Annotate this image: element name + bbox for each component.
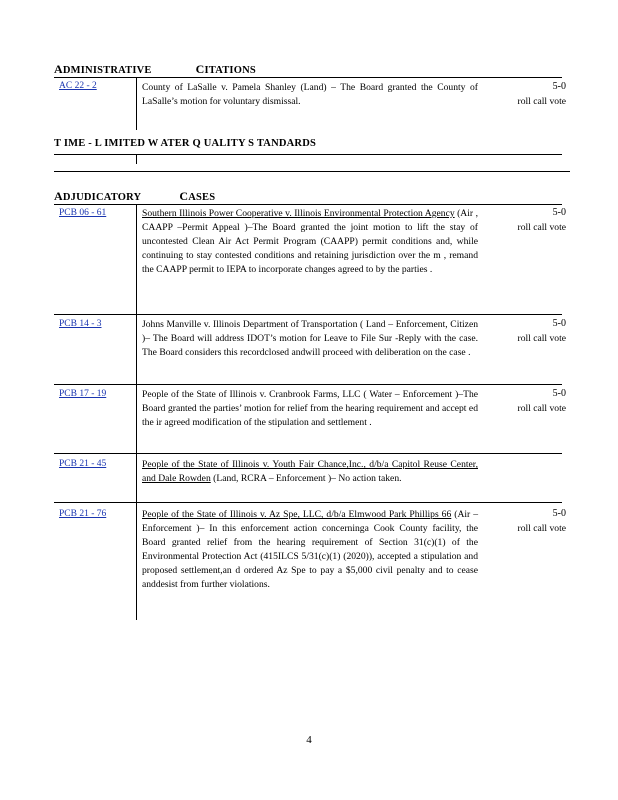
- vote-count: 5-0: [552, 318, 566, 329]
- admin-heading-rule: [54, 77, 562, 78]
- vote-label: roll call vote: [517, 222, 566, 233]
- administrative-citations-heading: ADMINISTRATIVE CITATIONS: [54, 62, 256, 76]
- adjudicatory-column-divider: [136, 205, 137, 620]
- admin-column-divider: [136, 78, 137, 130]
- case-description: People of the State of Illinois v. Youth Fair Chance,Inc., d/b/a Capitol Reuse Center, and Dale Rowden (Land, RCRA – Enforcement )– No action taken.: [142, 459, 478, 484]
- vote-label: roll call vote: [517, 403, 566, 414]
- case-description: Johns Manville v. Illinois Department of Transportation ( Land – Enforcement, Citizen )– The Board will address IDOT’s motion for Leave to File Sur -Reply with the case. The Board considers this recordclosed andwill proceed with deliberation on the case .: [142, 319, 478, 358]
- case-link-ac-22-2[interactable]: AC 22 - 2: [59, 81, 97, 91]
- section-separator: [54, 171, 570, 172]
- vote-label: roll call vote: [517, 96, 566, 107]
- case-description: Southern Illinois Power Cooperative v. Illinois Environmental Protection Agency (Air , CAAPP –Permit Appeal )–The Board granted the joint motion to lift the stay of uncontested Clean Air Act Permit Program (CAAPP) permit conditions and, while continuing to stay contested conditions and retaining jurisdiction over the m , remand the CAAPP permit to IEPA to incorporate changes agreed to by the parties .: [142, 208, 478, 275]
- vote-count: 5-0: [552, 207, 566, 218]
- time-limited-water-quality-standards-heading: T IME - L IMITED W ATER Q UALITY S TANDARDS: [54, 138, 317, 149]
- vote-count: 5-0: [552, 81, 566, 92]
- page-number: 4: [306, 734, 312, 746]
- vote-count: 5-0: [552, 508, 566, 519]
- case-link-pcb-21-45[interactable]: PCB 21 - 45: [59, 459, 107, 469]
- case-description: County of LaSalle v. Pamela Shanley (Land) – The Board granted the County of LaSalle’s motion for voluntary dismissal.: [142, 82, 478, 107]
- case-link-pcb-06-61[interactable]: PCB 06 - 61: [59, 208, 107, 218]
- adjudicatory-heading-rule: [54, 204, 562, 205]
- case-link-pcb-21-76[interactable]: PCB 21 - 76: [59, 509, 107, 519]
- vote-label: roll call vote: [517, 333, 566, 344]
- water-column-divider: [136, 154, 137, 164]
- case-link-pcb-14-3[interactable]: PCB 14 - 3: [59, 319, 102, 329]
- vote-count: 5-0: [552, 388, 566, 399]
- case-separator: [54, 384, 562, 385]
- case-separator: [54, 453, 562, 454]
- water-heading-rule: [54, 154, 562, 155]
- case-link-pcb-17-19[interactable]: PCB 17 - 19: [59, 389, 107, 399]
- case-separator: [54, 502, 562, 503]
- case-description: People of the State of Illinois v. Cranbrook Farms, LLC ( Water – Enforcement )–The Board granted the parties’ motion for relief from the hearing requirement and accept ed the ir agreed modification of the stipulation and settlement .: [142, 389, 478, 428]
- vote-label: roll call vote: [517, 523, 566, 534]
- case-description: People of the State of Illinois v. Az Spe, LLC, d/b/a Elmwood Park Phillips 66 (Air –Enforcement )– In this enforcement action concerninga Cook County facility, the Board granted relief from the hearing requirement of Section 31(c)(1) of the Environmental Protection Act (415ILCS 5/31(c)(1) (2020)), accepted a stipulation and proposed settlement,an d ordered Az Spe to pay a $5,000 civil penalty and to cease anddesist from further violations.: [142, 509, 478, 590]
- adjudicatory-cases-heading: ADJUDICATORY CASES: [54, 189, 216, 203]
- case-separator: [54, 314, 562, 315]
